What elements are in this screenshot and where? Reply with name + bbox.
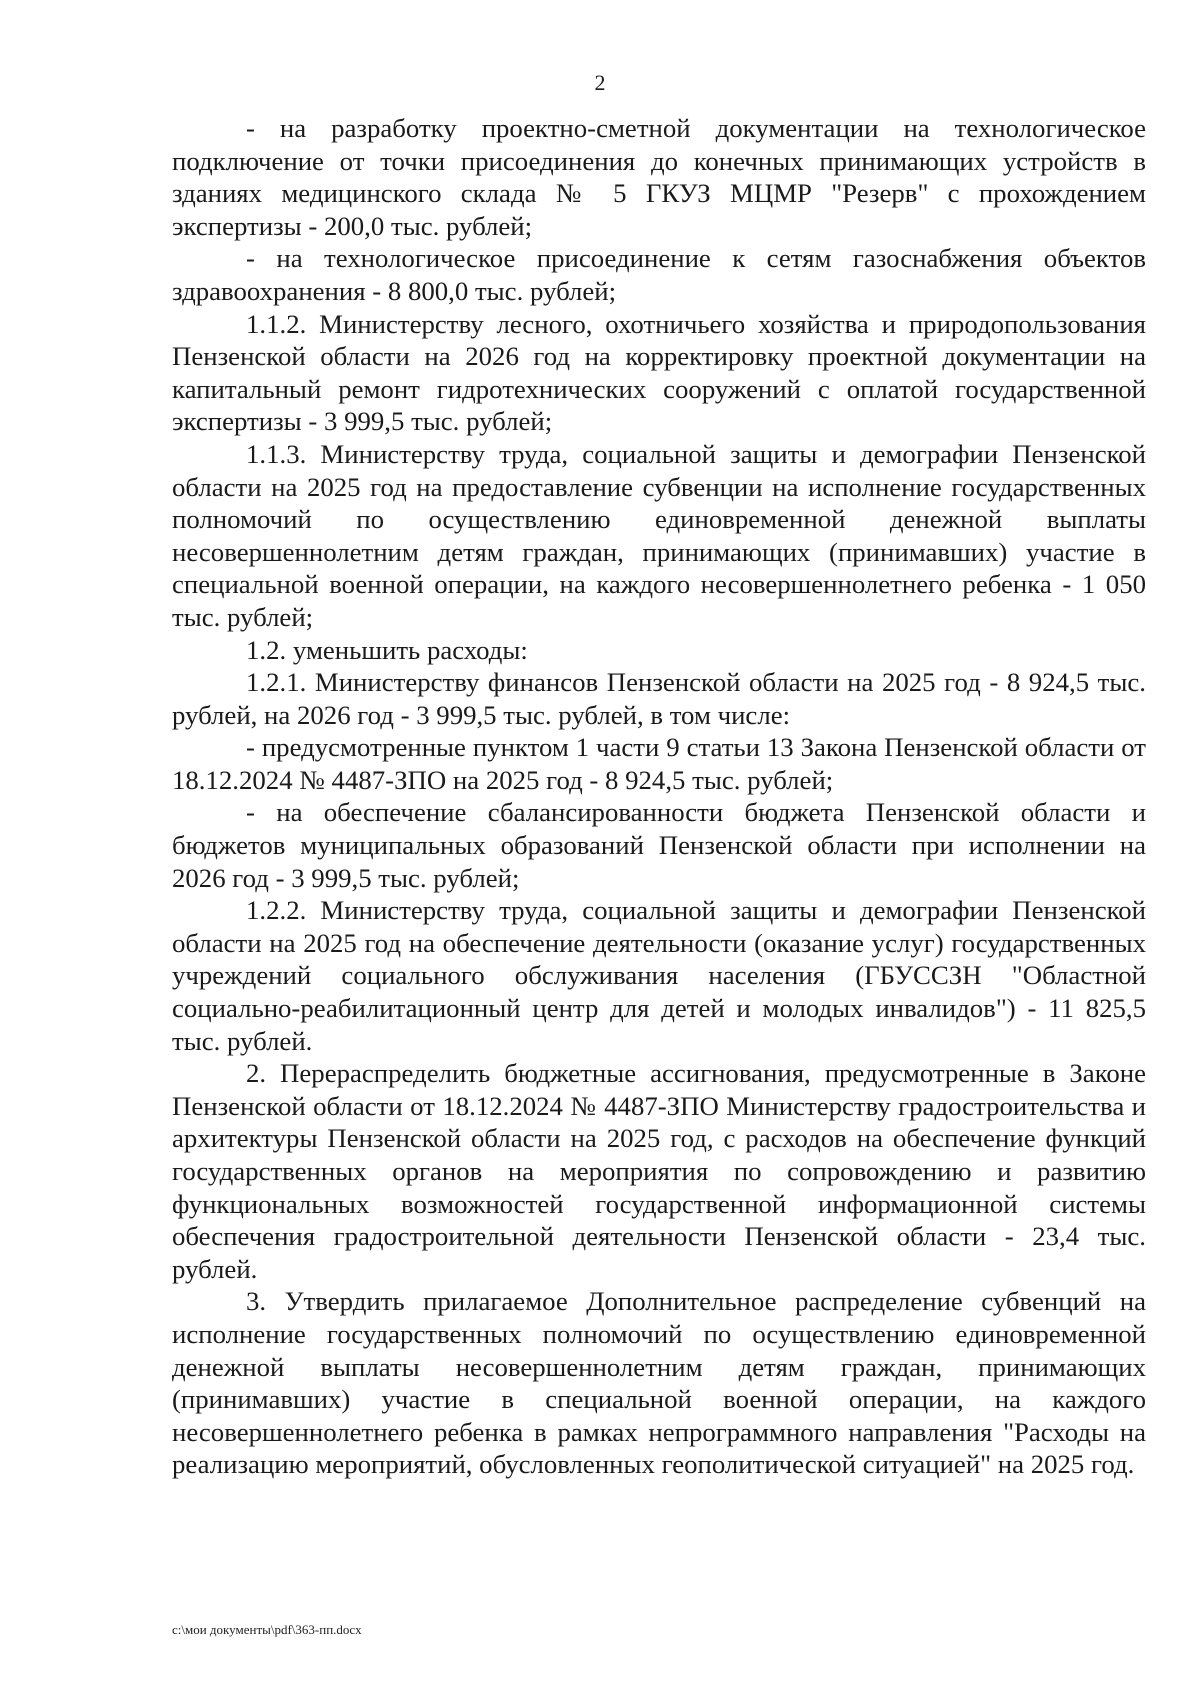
paragraph-design-documentation: - на разработку проектно-сметной документации на технологическое подключение от точки присоединения до конечных принимающих устройств в зданиях медицинского склада № 5 ГКУЗ МЦМР "Резерв" с прохождением экспертизы - 200,0 тыс. рублей; (172, 113, 1146, 241)
paragraph-1-2-1: 1.2.1. Министерству финансов Пензенской области на 2025 год - 8 924,5 тыс. рублей, на 2026 год - 3 999,5 тыс. рублей, в том числе: (172, 667, 1146, 730)
paragraph-1-1-2: 1.1.2. Министерству лесного, охотничьего хозяйства и природопользования Пензенской области на 2026 год на корректировку проектной документации на капитальный ремонт гидротехнических сооружений с оплатой государственной экспертизы - 3 999,5 тыс. рублей; (172, 308, 1146, 437)
page-number: 2 (594, 70, 606, 95)
paragraph-1-1-3: 1.1.3. Министерству труда, социальной защиты и демографии Пензенской области на 2025 год на предоставление субвенции на исполнение государственных полномочий по осуществлению единовременной денежной выплаты несовершеннолетним детям граждан, принимающих (принимавших) участие в специальной военной операции, на каждого несовершеннолетнего ребенка - 1 050 тыс. рублей; (172, 438, 1146, 632)
footer-file-path: c:\мои документы\pdf\363-пп.docx (172, 1622, 362, 1637)
paragraph-1-2: 1.2. уменьшить расходы: (246, 634, 528, 665)
paragraph-law-provision: - предусмотренные пунктом 1 части 9 статьи 13 Закона Пензенской области от 18.12.2024 № 4487-ЗПО на 2025 год - 8 924,5 тыс. рублей; (172, 732, 1146, 795)
paragraph-budget-balance: - на обеспечение сбалансированности бюджета Пензенской области и бюджетов муниципальных образований Пензенской области при исполнении на 2026 год - 3 999,5 тыс. рублей; (172, 797, 1146, 893)
paragraph-gas-connection: - на технологическое присоединение к сетям газоснабжения объектов здравоохранения - 8 800,0 тыс. рублей; (172, 243, 1146, 306)
paragraph-1-2-2: 1.2.2. Министерству труда, социальной защиты и демографии Пензенской области на 2025 год на обеспечение деятельности (оказание услуг) государственных учреждений социального обслуживания населения (ГБУССЗН "Областной социально-реабилитационный центр для детей и молодых инвалидов") - 11 825,5 тыс. рублей. (172, 895, 1146, 1056)
paragraph-3: 3. Утвердить прилагаемое Дополнительное распределение субвенций на исполнение государственных полномочий по осуществлению единовременной денежной выплаты несовершеннолетним детям граждан, принимающих (принимавших) участие в специальной военной операции, на каждого несовершеннолетнего ребенка в рамках непрограммного направления "Расходы на реализацию мероприятий, обусловленных геополитической ситуацией" на 2025 год. (172, 1286, 1146, 1480)
document-body (172, 112, 1146, 1481)
paragraph-2: 2. Перераспределить бюджетные ассигнования, предусмотренные в Законе Пензенской области от 18.12.2024 № 4487-ЗПО Министерству градостроительства и архитектуры Пензенской области на 2025 год, с расходов на обеспечение функций государственных органов на мероприятия по сопровождению и развитию функциональных возможностей государственной информационной системы обеспечения градостроительной деятельности Пензенской области - 23,4 тыс. рублей. (172, 1058, 1146, 1284)
